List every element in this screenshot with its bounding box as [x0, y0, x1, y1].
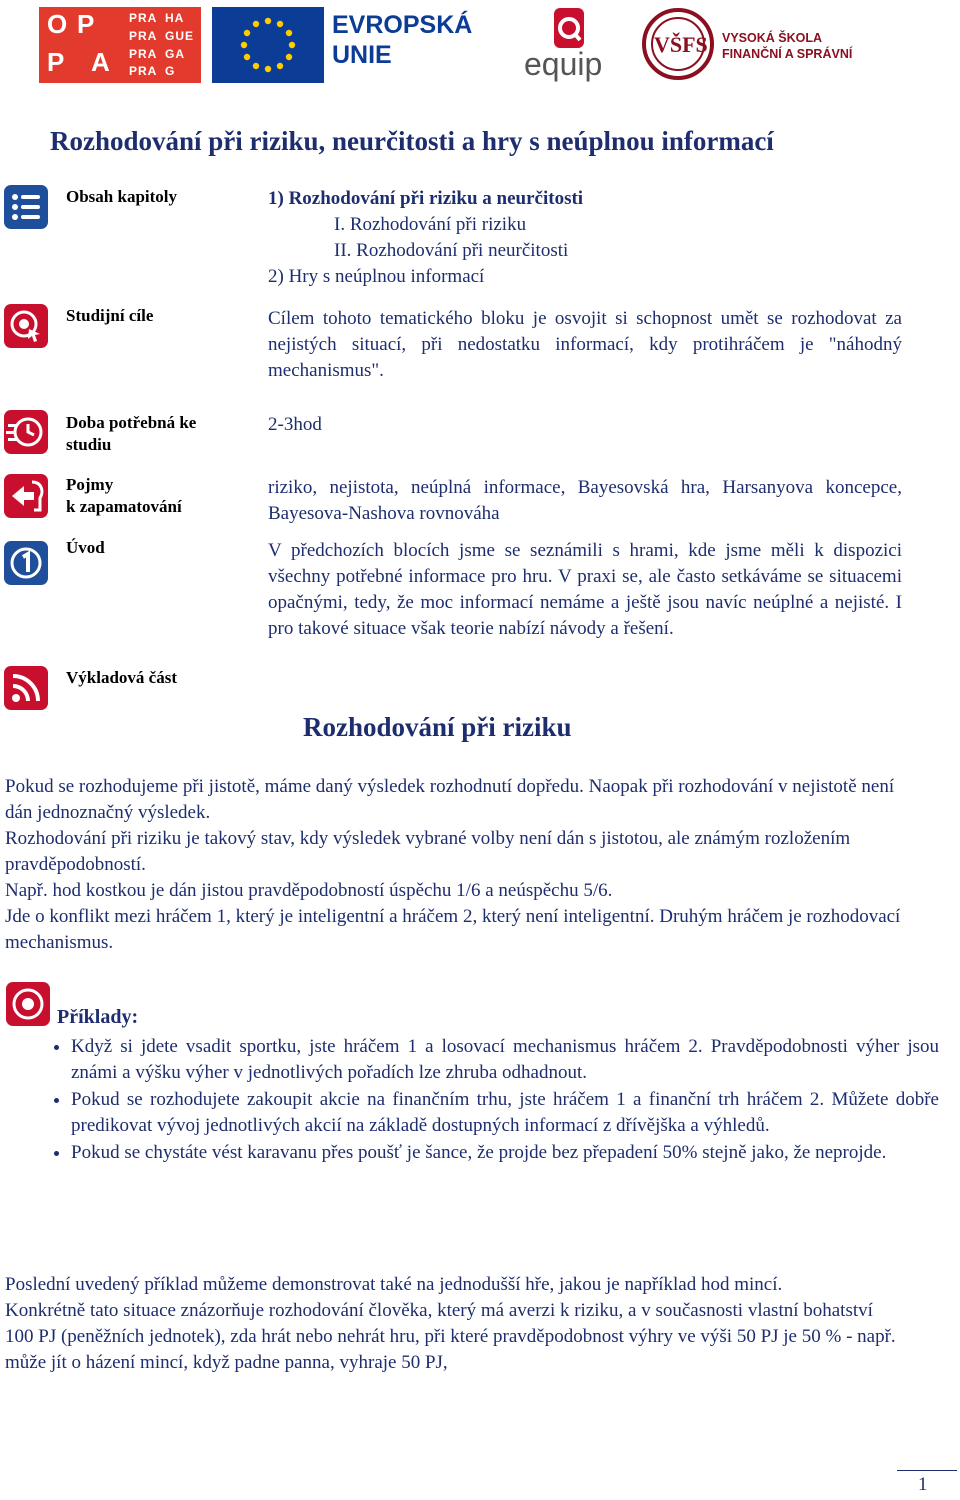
- sidebar-label-terms: [66, 474, 182, 518]
- eu-logo-line: UNIE: [332, 41, 392, 69]
- number-one-icon: [4, 541, 48, 585]
- vsfs-monogram-text: VŠFS: [654, 32, 708, 57]
- sidebar-label-contents: Obsah kapitoly: [66, 187, 178, 206]
- paragraph: Jde o konflikt mezi hráčem 1, který je inteligentní a hráčem 2, který není inteligentní. Druhým hráčem je rozhodovací mechanismus.: [5, 906, 901, 953]
- equip-logo-text: equip: [524, 46, 603, 82]
- page-number: 1: [918, 1474, 928, 1495]
- opp-letter: P: [77, 9, 95, 39]
- list-item: • Když si jdete vsadit sportku, jste hráčem 1 a losovací mechanismus hráčem 2. Pravděpodobnosti výher jsou známi a výšku výher v jednotlivých pořadích lze zhruba odhadnout.: [71, 1034, 939, 1086]
- time-text: 2-3hod: [268, 414, 322, 435]
- list-item: • Pokud se chystáte vést karavanu přes poušť je šance, že projde bez přepadení 50% stejně jako, že neprojde.: [71, 1140, 939, 1166]
- paragraph: Poslední uvedený příklad můžeme demonstrovat také na jednodušší hře, jakou je například hod mincí.: [5, 1274, 783, 1295]
- examples-list: [34, 1034, 939, 1167]
- table-of-contents: [268, 186, 902, 290]
- paragraph: Např. hod kostkou je dán jistou pravděpodobností úspěchu 1/6 a neúspěchu 5/6.: [5, 880, 613, 901]
- opp-letter: O: [47, 9, 68, 39]
- eu-stars-icon: [212, 7, 324, 83]
- vsfs-logo-line: FINANČNÍ A SPRÁVNÍ: [722, 47, 853, 61]
- intro-text: V předchozích blocích jsme se seznámili s hrami, kde jsme měli k dispozici všechny potřebné informace pro hru. V praxi se, ale často setkáváme se situacemi opačnými, tedy, že moc informací nemáme a ještě jsou navíc neúplné a nejisté. I pro takové situace však teorie nabízí návody a řešení.: [268, 540, 902, 639]
- opp-city: HA: [165, 11, 185, 25]
- paragraph: Pokud se rozhodujeme při jistotě, máme daný výsledek rozhodnutí dopředu. Naopak při rozhodování v nejistotě není dán jednoznačný výsledek.: [5, 776, 895, 823]
- terms-text: riziko, nejistota, neúplná informace, Bayesovská hra, Harsanyova koncepce, Bayesova-Nashova rovnováha: [268, 477, 902, 524]
- examples-title: Příklady:: [57, 1006, 139, 1028]
- sidebar-label-line: k zapamatování: [66, 497, 182, 516]
- equip-logo: [524, 8, 616, 84]
- opp-praha-logo: [39, 7, 201, 83]
- eu-logo-text: [332, 10, 472, 70]
- section-body: [5, 774, 905, 956]
- opp-city: PRA: [129, 29, 158, 43]
- eu-logo-line: EVROPSKÁ: [332, 11, 473, 39]
- toc-subitem: II. Rozhodování při neurčitosti: [334, 240, 569, 261]
- target-cursor-icon: [4, 304, 48, 348]
- opp-city: GUE: [165, 29, 195, 43]
- sidebar-label-time: [66, 412, 196, 456]
- head-arrow-icon: [4, 474, 48, 518]
- opp-city: PRA: [129, 64, 158, 78]
- rss-icon: [4, 666, 48, 710]
- goals-text: Cílem tohoto tematického bloku je osvojit si schopnost umět se rozhodovat za nejistých situací, při nedostatku informací, kdy protihráčem je "náhodný mechanismus".: [268, 308, 902, 381]
- opp-letter: P: [47, 47, 65, 77]
- list-icon: [4, 185, 48, 229]
- toc-subitem: I. Rozhodování při riziku: [334, 214, 527, 235]
- target-icon: [6, 982, 50, 1026]
- sidebar-label-goals: Studijní cíle: [66, 306, 154, 325]
- clock-icon: [4, 410, 48, 454]
- opp-city: PRA: [129, 47, 158, 61]
- vsfs-logo-line: VYSOKÁ ŠKOLA: [722, 31, 823, 45]
- sidebar-label-line: Doba potřebná ke: [66, 413, 197, 432]
- opp-city: PRA: [129, 11, 158, 25]
- sidebar-label-intro: Úvod: [66, 538, 105, 557]
- sidebar-label-line: Pojmy: [66, 475, 114, 494]
- toc-item: 1) Rozhodování při riziku a neurčitosti: [268, 188, 584, 209]
- opp-letter: A: [91, 47, 110, 77]
- sidebar-label-line: studiu: [66, 435, 112, 454]
- opp-city: G: [165, 64, 176, 78]
- page-title: Rozhodování při riziku, neurčitosti a hry s neúplnou informací: [50, 126, 774, 156]
- footer-rule: [897, 1470, 957, 1471]
- vsfs-logo-text: [722, 30, 852, 62]
- paragraph: Konkrétně tato situace znázorňuje rozhodování člověka, který má averzi k riziku, a v současnosti vlastní bohatství 100 PJ (peněžních jednotek), zda hrát nebo nehrát hru, při které pravděpodobnost výhry ve výši 50 PJ je 50 % - např. může jít o házení mincí, když padne panna, vyhraje 50 PJ,: [5, 1300, 896, 1373]
- opp-city: GA: [165, 47, 185, 61]
- eu-flag-logo: [212, 7, 324, 83]
- sidebar-label-lecture: Výkladová část: [66, 668, 177, 687]
- list-item: • Pokud se rozhodujete zakoupit akcie na finančním trhu, jste hráčem 1 a finanční trh hráčem 2. Můžete dobře predikovat vývoj jednotlivých akcií na základě dostupných informací z dřívějška a výhledů.: [71, 1087, 939, 1139]
- paragraph: Rozhodování při riziku je takový stav, kdy výsledek vybrané volby není dán s jistotou, ale známým rozložením pravděpodobností.: [5, 828, 851, 875]
- section-title: Rozhodování při riziku: [303, 712, 572, 742]
- toc-item: 2) Hry s neúplnou informací: [268, 266, 485, 287]
- closing-body: [5, 1272, 905, 1376]
